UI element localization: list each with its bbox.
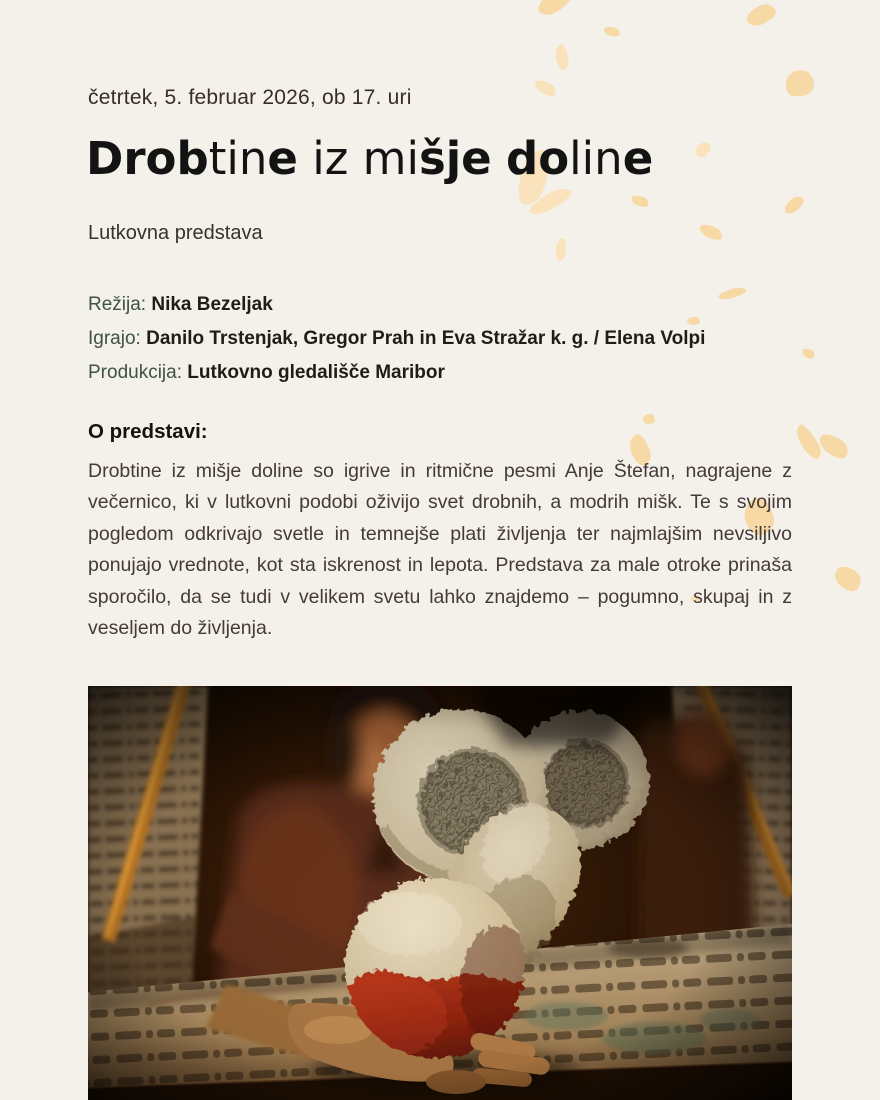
petal-decoration — [698, 221, 725, 242]
credits-block — [88, 288, 705, 390]
petal-decoration — [643, 414, 655, 424]
credit-value: Lutkovno gledališče Maribor — [187, 362, 445, 383]
credit-label: Igrajo: — [88, 328, 141, 349]
petal-decoration — [816, 429, 853, 462]
credit-value: Danilo Trstenjak, Gregor Prah in Eva Stražar k. g. / Elena Volpi — [146, 328, 706, 349]
about-paragraph: Drobtine iz mišje doline so igrive in ritmične pesmi Anje Štefan, nagrajene z večernico, ki v lutkovni podobi oživijo svet drobnih, a modrih mišk. Te s svojim pogledom odkrivajo svetle in temnejše plati življenja ter najmlajšim nevsiljivo ponujajo vrednote, kot sta iskrenost in lepota. Predstava za male otroke prinaša sporočilo, da se tudi v velikem svetu lahko znajdemo – pogumno, skupaj in z veseljem do življenja. — [88, 460, 792, 640]
credit-label: Produkcija: — [88, 362, 182, 383]
about-heading: O predstavi: — [88, 420, 208, 443]
petal-decoration — [831, 561, 866, 595]
credit-row-director — [88, 288, 705, 322]
event-photo — [88, 686, 792, 1100]
petal-decoration — [533, 77, 559, 99]
event-photo-illustration — [88, 686, 792, 1100]
event-date: četrtek, 5. februar 2026, ob 17. uri — [88, 86, 412, 109]
credit-row-cast — [88, 322, 705, 356]
petal-decoration — [554, 43, 570, 70]
credit-row-production — [88, 356, 705, 390]
petal-decoration — [693, 139, 714, 160]
event-subtitle: Lutkovna predstava — [88, 222, 263, 244]
petal-decoration — [717, 286, 746, 302]
vignette-overlay — [88, 686, 792, 1100]
petal-decoration — [630, 193, 650, 209]
petal-decoration — [744, 1, 779, 30]
petal-decoration — [782, 193, 807, 216]
petal-decoration — [534, 0, 577, 20]
petal-decoration — [603, 25, 621, 38]
petal-decoration — [801, 346, 817, 360]
credit-value: Nika Bezeljak — [151, 294, 273, 315]
petal-decoration — [784, 68, 816, 99]
credit-label: Režija: — [88, 294, 147, 315]
page-title: Drobtine iz mišje doline — [86, 132, 654, 185]
petal-decoration — [555, 238, 567, 262]
